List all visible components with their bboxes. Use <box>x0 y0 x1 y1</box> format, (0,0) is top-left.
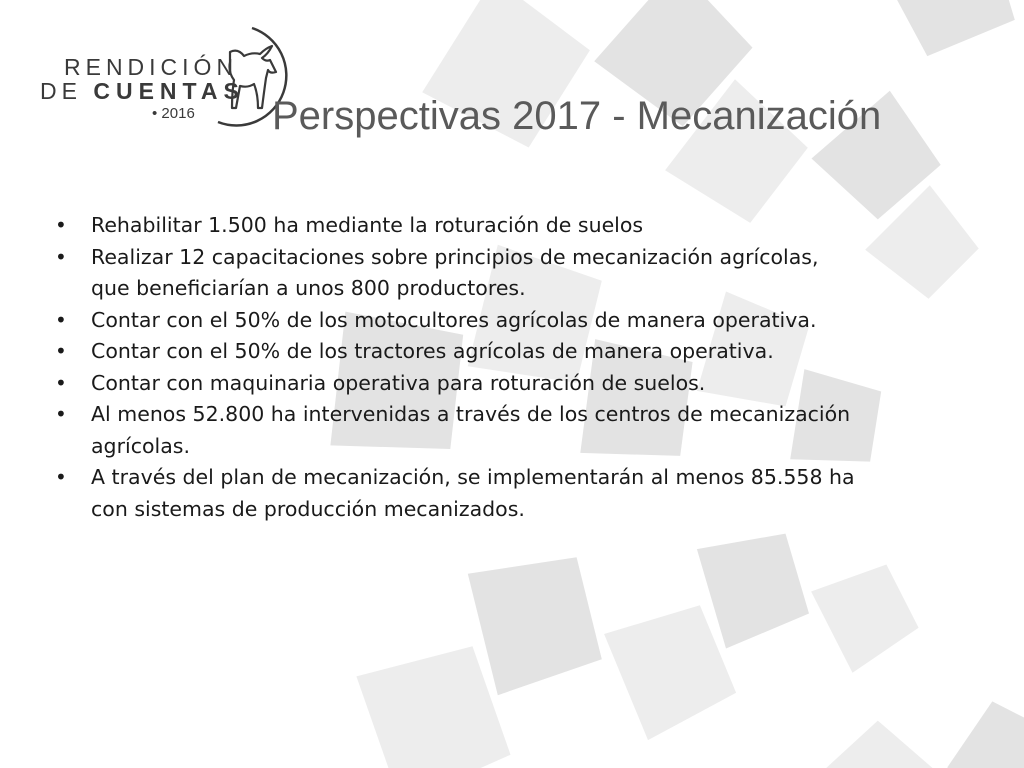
logo-year: • 2016 <box>152 105 195 122</box>
bullet-item: • Contar con el 50% de los motocultores agrícolas de manera operativa. <box>55 305 855 337</box>
logo-line2-strong: CUENTAS <box>93 78 245 104</box>
pattern-tile <box>880 0 1015 56</box>
pattern-tile <box>811 565 919 673</box>
pattern-tile <box>812 721 941 768</box>
pattern-tile <box>468 557 602 695</box>
slide-title: Perspectivas 2017 - Mecanización <box>272 94 882 138</box>
pattern-tile <box>697 534 809 649</box>
bullet-item: • Rehabilitar 1.500 ha mediante la roturación de suelos <box>55 210 855 242</box>
bullet-item: • Al menos 52.800 ha intervenidas a través de los centros de mecanización agrícolas. <box>55 399 855 462</box>
pattern-tile <box>356 646 510 768</box>
bullet-item: • Contar con el 50% de los tractores agrícolas de manera operativa. <box>55 336 855 368</box>
bullet-item: • A través del plan de mecanización, se implementarán al menos 85.558 ha con sistemas de producción mecanizados. <box>55 462 855 525</box>
pattern-tile <box>947 701 1024 768</box>
bullet-list <box>55 210 855 525</box>
pattern-tile <box>604 605 736 740</box>
logo-line1: RENDICIÓN <box>64 54 239 80</box>
bullet-item: • Realizar 12 capacitaciones sobre principios de mecanización agrícolas, que beneficiarían a unos 800 productores. <box>55 242 855 305</box>
bullet-item: • Contar con maquinaria operativa para roturación de suelos. <box>55 368 855 400</box>
rendicion-de-cuentas-logo <box>40 18 310 138</box>
logo-line2-prefix: DE <box>40 78 82 104</box>
